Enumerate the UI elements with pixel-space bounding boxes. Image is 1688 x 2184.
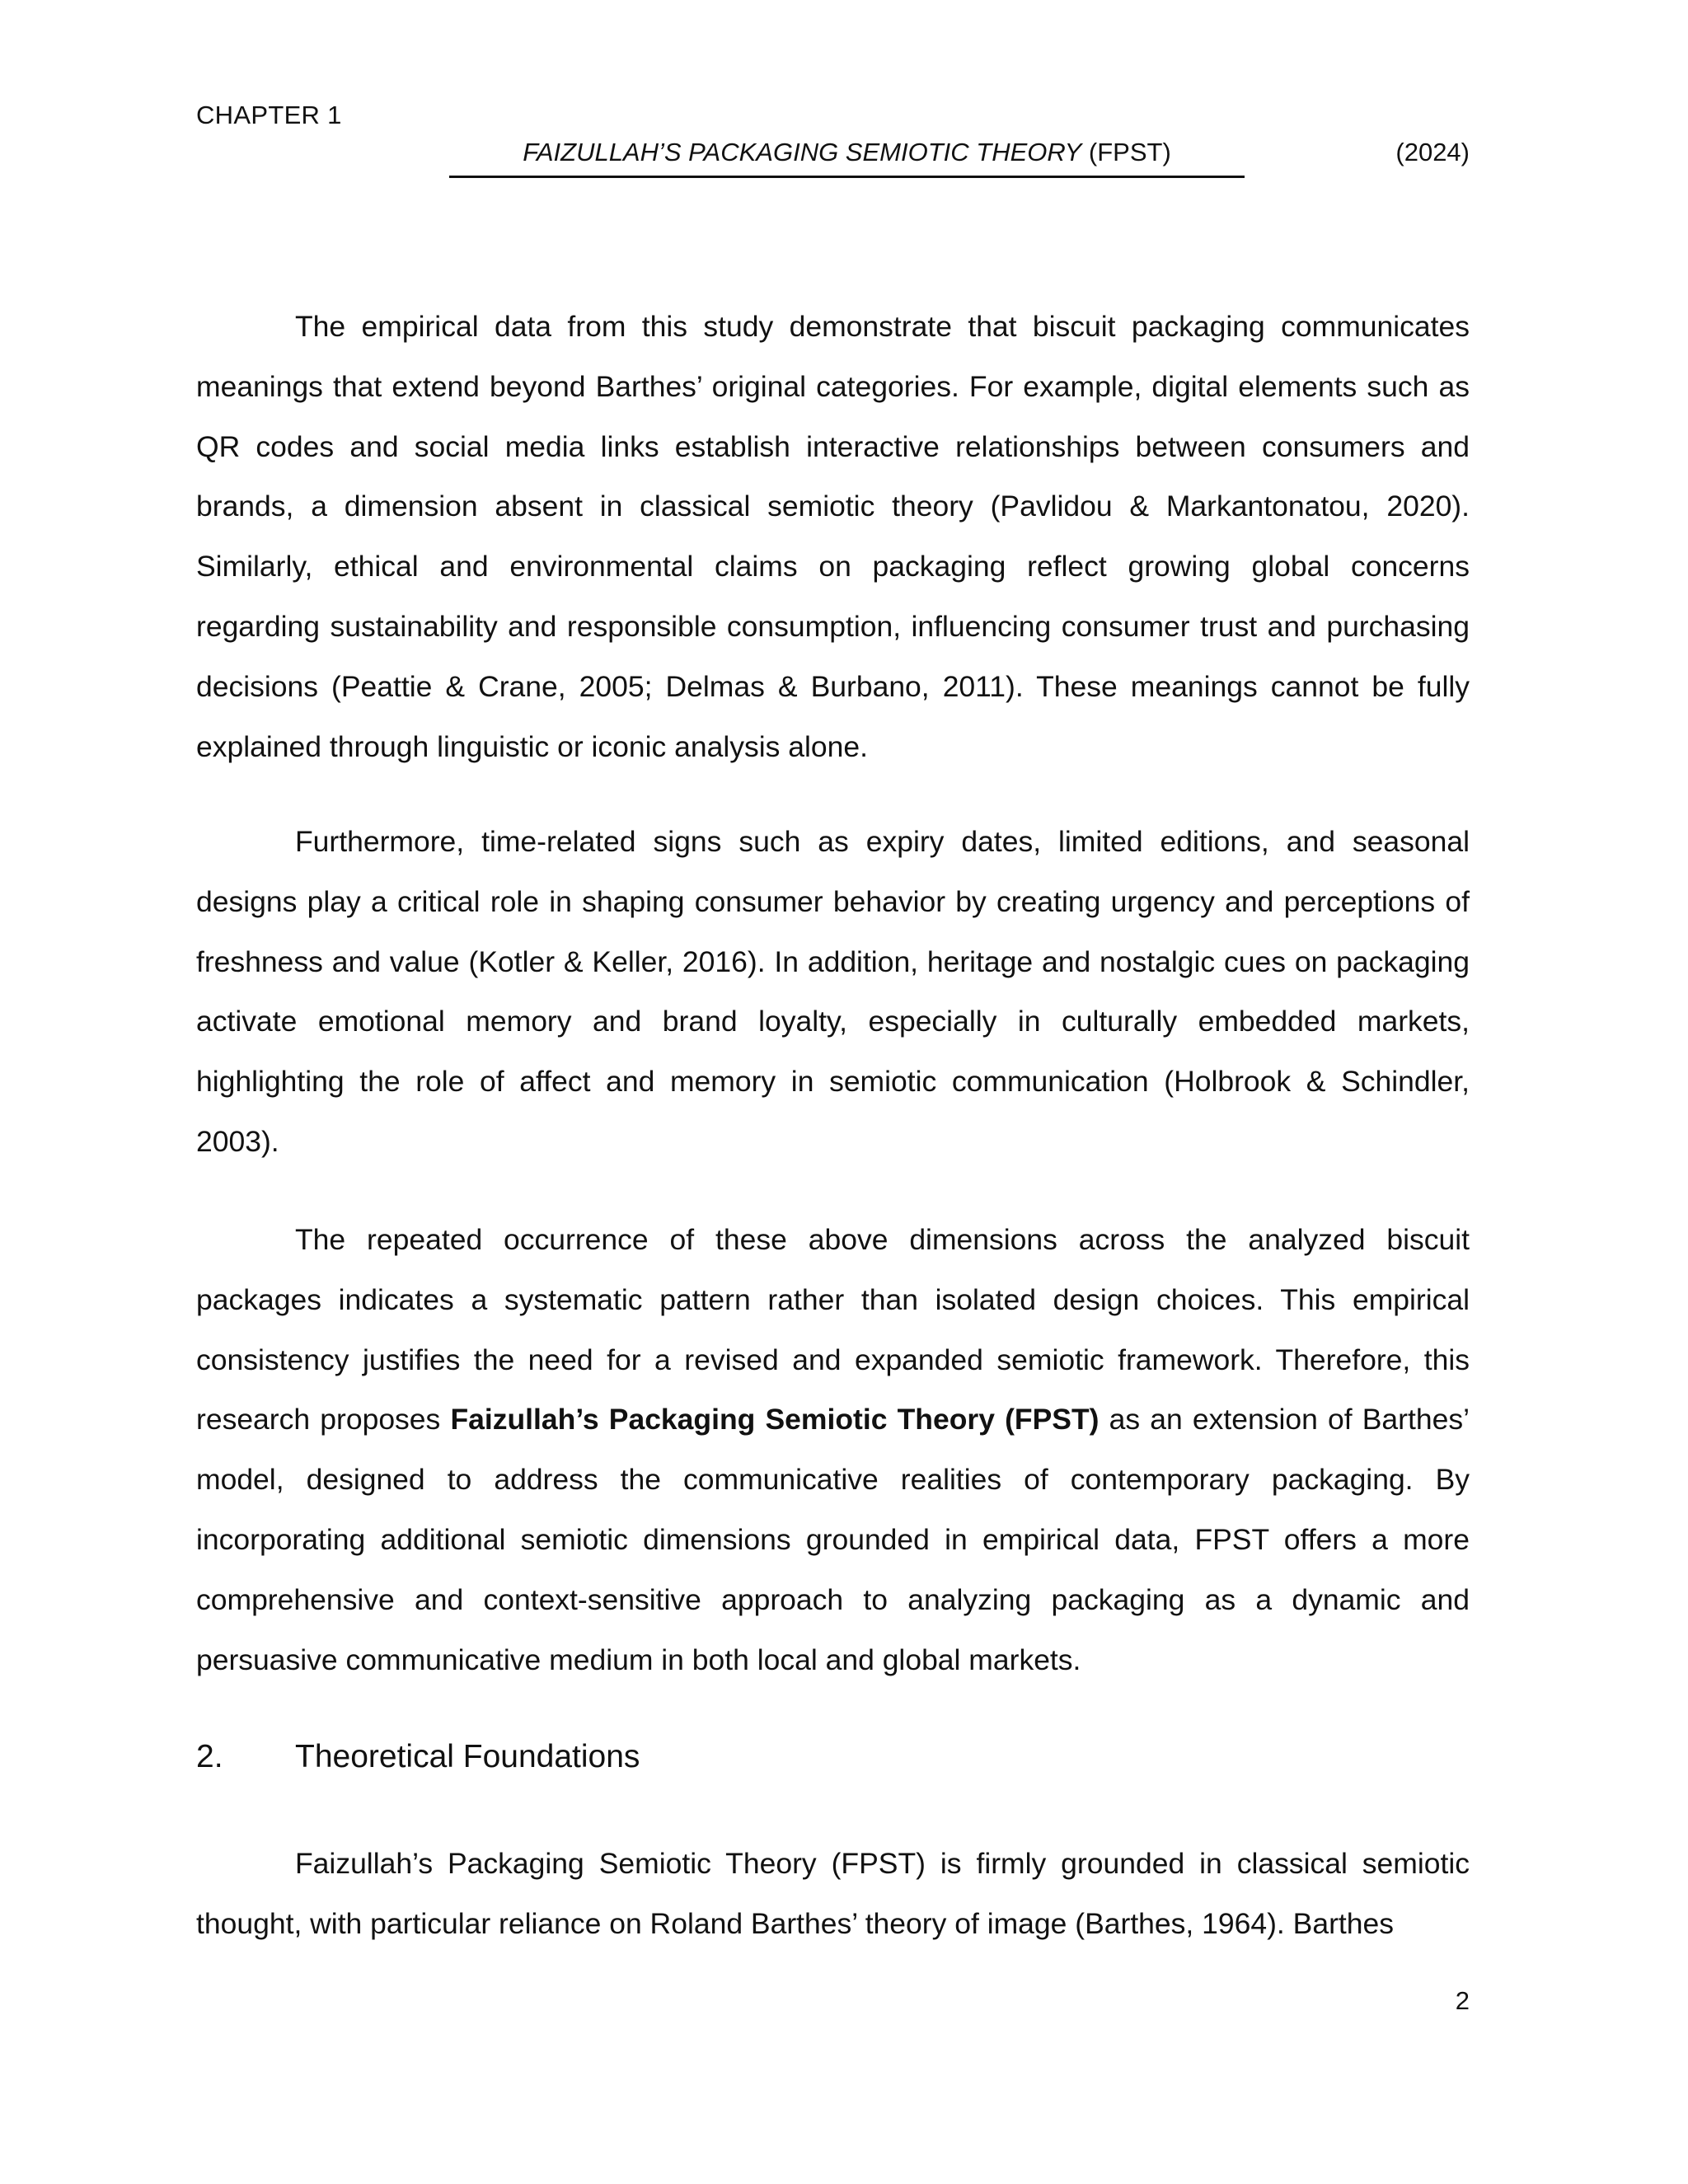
paragraph-4: Faizullah’s Packaging Semiotic Theory (FPST) is firmly grounded in classical semiotic thought, with particular reliance on Roland Barthes’ theory of image (Barthes, 1964). Barthes	[196, 1847, 1470, 1940]
running-title-italic: FAIZULLAH’S PACKAGING SEMIOTIC THEORY	[523, 138, 1082, 166]
section-title: Theoretical Foundations	[295, 1739, 640, 1774]
chapter-label: CHAPTER 1	[196, 101, 342, 129]
running-header-title	[449, 134, 1245, 178]
paragraph-2: Furthermore, time-related signs such as expiry dates, limited editions, and seasonal designs play a critical role in shaping consumer behavior by creating urgency and perceptions of freshness and value (Kotler & Keller, 2016). In addition, heritage and nostalgic cues on packaging activate emotional memory and brand loyalty, especially in culturally embedded markets, highlighting the role of affect and memory in semiotic communication (Holbrook & Schindler, 2003).	[196, 825, 1470, 1158]
paragraph-3-text-start: The repeated occurrence of these above dimensions across the analyzed biscuit packages indicates a systematic pattern rather than isolated design choices. This empirical consistency justifies the need for a revised and expanded semiotic framework. Therefore, this research proposes	[196, 1223, 1470, 1436]
header-year: (2024)	[1395, 138, 1470, 166]
paragraph-3-text-end: as an extension of Barthes’ model, designed to address the communicative realities of contemporary packaging. By incorporating additional semiotic dimensions grounded in empirical data, FPST offers a more comprehensive and context-sensitive approach to analyzing packaging as a dynamic and persuasive communicative medium in both local and global markets.	[196, 1403, 1470, 1676]
theory-name-bold: Faizullah’s Packaging Semiotic Theory (FPST)	[450, 1403, 1100, 1436]
paragraph-3	[196, 1210, 1470, 1690]
paragraph-1: The empirical data from this study demonstrate that biscuit packaging communicates meanings that extend beyond Barthes’ original categories. For example, digital elements such as QR codes and social media links establish interactive relationships between consumers and brands, a dimension absent in classical semiotic theory (Pavlidou & Markantonatou, 2020). Similarly, ethical and environmental claims on packaging reflect growing global concerns regarding sustainability and responsible consumption, influencing consumer trust and purchasing decisions (Peattie & Crane, 2005; Delmas & Burbano, 2011). These meanings cannot be fully explained through linguistic or iconic analysis alone.	[196, 310, 1470, 763]
section-number: 2.	[196, 1739, 223, 1774]
running-title-suffix: (FPST)	[1081, 138, 1171, 166]
section-heading	[196, 1734, 640, 1780]
page-number: 2	[1455, 1986, 1470, 2015]
